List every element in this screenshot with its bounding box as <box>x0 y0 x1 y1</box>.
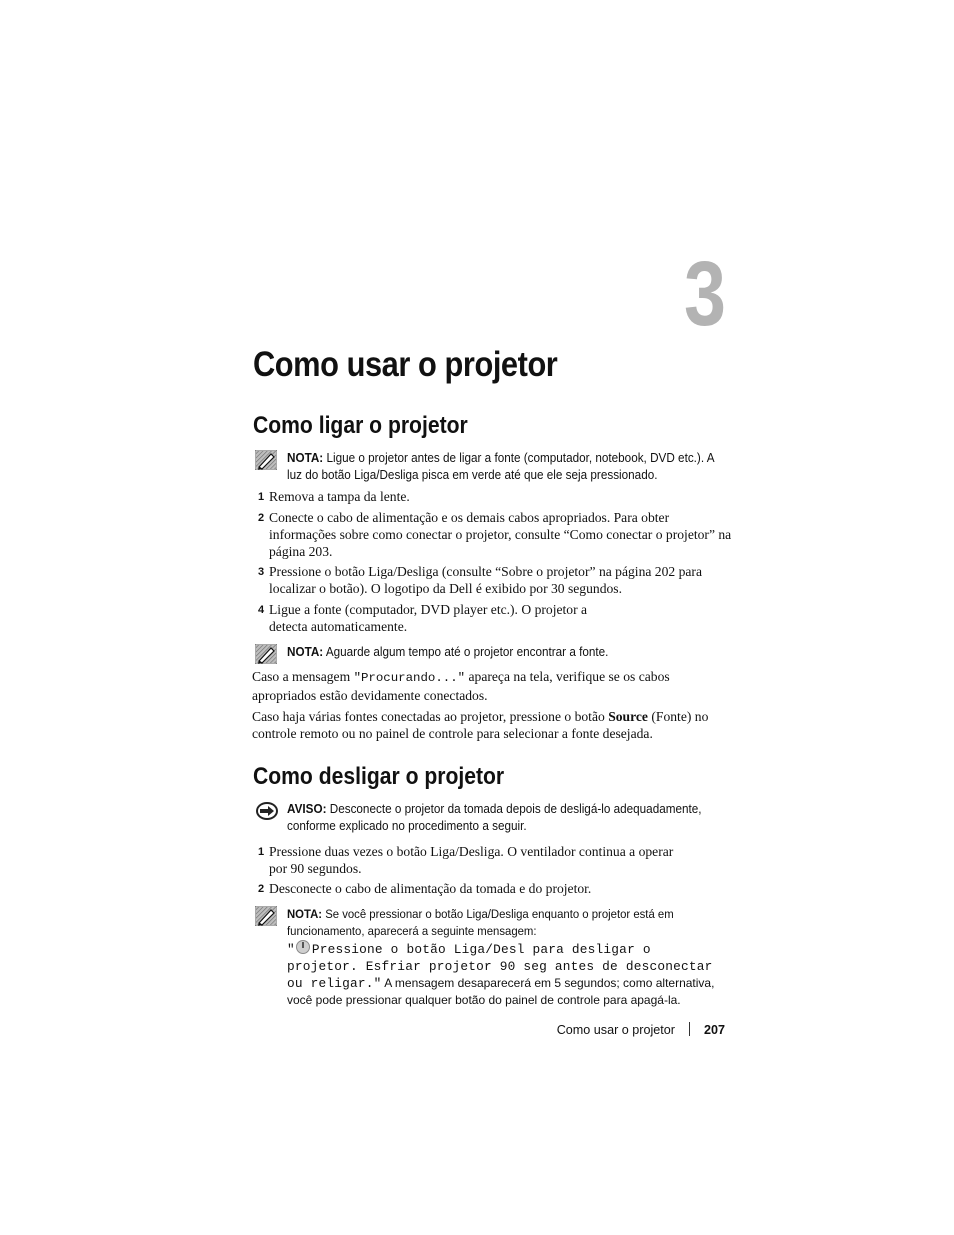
page-footer <box>557 1020 725 1040</box>
note-text: Ligue o projetor antes de ligar a fonte (computador, notebook, DVD etc.). A luz do botão Liga/Desliga pisca em verde até que ele seja pressionado. <box>287 451 714 482</box>
list-item <box>258 601 610 635</box>
page-number: 207 <box>703 1023 725 1037</box>
warning-desconecte <box>253 801 731 835</box>
list-item <box>258 488 732 505</box>
list-item <box>258 563 732 597</box>
pencil-note-icon <box>255 906 277 926</box>
section-title-ligar: Como ligar o projetor <box>253 412 468 439</box>
note-mensagem-desligar <box>253 906 731 1009</box>
step-number: 4 <box>258 604 265 616</box>
note-text: Se você pressionar o botão Liga/Desliga enquanto o projetor está em funcionamento, aparecerá a seguinte mensagem: <box>287 907 674 938</box>
message-after: A mensagem desaparecerá em 5 segundos; como alternativa, você pode pressionar qualquer botão do painel de controle para apagá-la. <box>287 976 715 1007</box>
chapter-title: Como usar o projetor <box>253 345 558 384</box>
note-label: NOTA: <box>287 907 323 921</box>
step-number: 1 <box>258 846 265 858</box>
paragraph-text: Caso haja várias fontes conectadas ao projetor, pressione o botão <box>252 709 609 724</box>
paragraph-source <box>252 708 732 742</box>
note-text: Aguarde algum tempo até o projetor encontrar a fonte. <box>325 645 609 659</box>
step-number: 2 <box>258 512 265 524</box>
step-number: 3 <box>258 566 265 578</box>
step-text: Pressione o botão Liga/Desliga (consulte “Sobre o projetor” na página 202 para localizar o botão). O logotipo da Dell é exibido por 30 segundos. <box>269 564 702 596</box>
step-text: Desconecte o cabo de alimentação da tomada e do projetor. <box>269 881 592 896</box>
note-ligar-fonte <box>253 450 731 484</box>
footer-divider <box>689 1022 690 1036</box>
message-code: "Procurando..." <box>353 671 466 685</box>
list-item <box>258 509 732 560</box>
message-quote: " <box>287 942 295 957</box>
paragraph-text: (Fonte) no controle remoto ou no painel de controle para selecionar a fonte desejada. <box>252 709 709 741</box>
step-text: Conecte o cabo de alimentação e os demais cabos apropriados. Para obter informações sobre como conectar o projetor, consulte “Como conectar o projetor” na página 203. <box>269 510 732 559</box>
paragraph-text: apareça na tela, verifique se os cabos apropriados estão devidamente conectados. <box>252 669 670 703</box>
step-text: Ligue a fonte (computador, DVD player etc.). O projetor a detecta automaticamente. <box>269 602 588 634</box>
section-title-desligar: Como desligar o projetor <box>253 763 505 790</box>
paragraph-procurando <box>252 668 732 704</box>
step-text: Pressione duas vezes o botão Liga/Desliga. O ventilador continua a operar por 90 segundos. <box>269 844 674 876</box>
source-button-label: Source <box>608 709 648 724</box>
step-text: Remova a tampa da lente. <box>269 489 410 504</box>
shutdown-message <box>287 940 727 1009</box>
footer-section-title: Como usar o projetor <box>556 1023 675 1037</box>
pencil-note-icon <box>255 450 277 470</box>
note-aguarde <box>253 644 731 661</box>
chapter-number: 3 <box>684 243 726 345</box>
step-number: 2 <box>258 883 265 895</box>
note-label: NOTA: <box>287 645 324 659</box>
step-number: 1 <box>258 491 265 503</box>
message-code: Pressione o botão Liga/Desl para desligar o projetor. Esfriar projetor 90 seg antes de desconectar ou religar." <box>287 942 713 991</box>
list-item <box>258 880 732 897</box>
notice-arrow-icon <box>254 801 278 821</box>
list-item <box>258 843 690 877</box>
pencil-note-icon <box>255 644 277 664</box>
warning-label: AVISO: <box>287 802 327 816</box>
warning-text: Desconecte o projetor da tomada depois de desligá-lo adequadamente, conforme explicado no procedimento a seguir. <box>287 802 702 833</box>
paragraph-text: Caso a mensagem <box>252 669 354 684</box>
note-label: NOTA: <box>287 451 324 465</box>
power-icon <box>296 940 310 954</box>
